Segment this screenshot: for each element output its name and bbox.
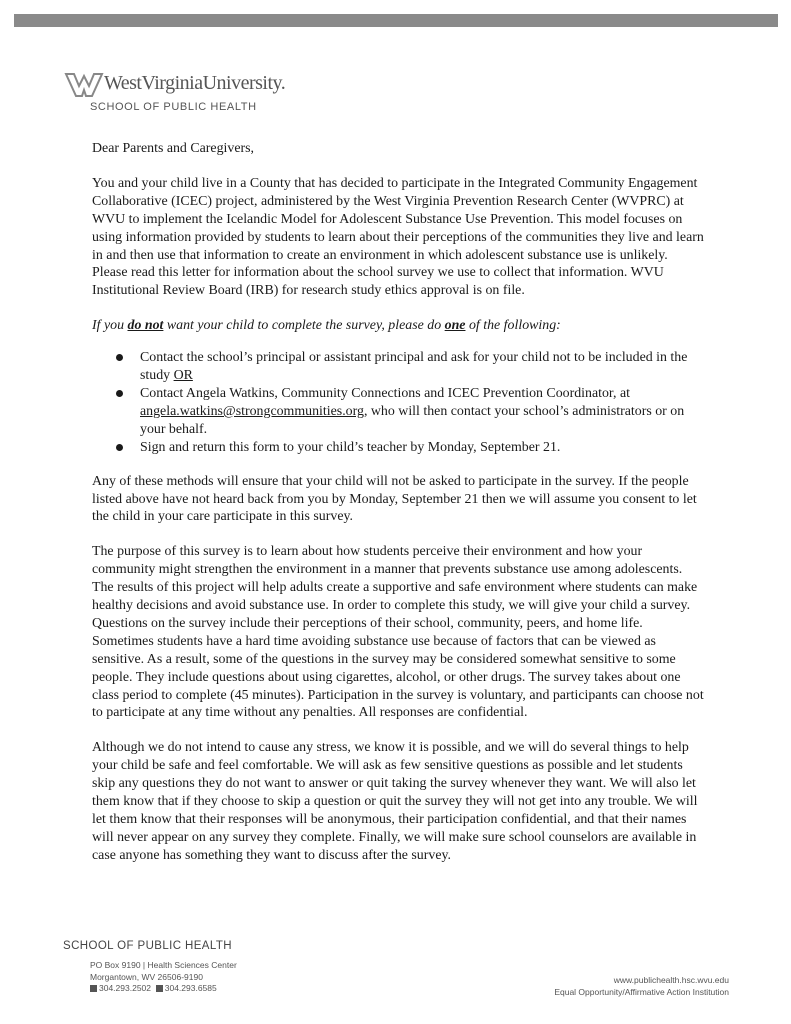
fax-icon — [156, 985, 163, 992]
footer-school: SCHOOL OF PUBLIC HEALTH — [63, 940, 232, 952]
equal-opportunity-statement: Equal Opportunity/Affirmative Action Institution — [554, 986, 729, 997]
salutation: Dear Parents and Caregivers, — [92, 141, 254, 156]
contact-email-link[interactable]: angela.watkins@strongcommunities.org, — [140, 403, 368, 419]
methods-paragraph: Any of these methods will ensure that your child will not be asked to participate in the survey. If the people listed above have not heard back from you by Monday, September 21 then we will assume you consent to let the child in your care participate in this survey. — [92, 473, 697, 525]
list-item: Contact Angela Watkins, Community Connections and ICEC Prevention Coordinator, at angela.watkins@strongcommunities.org, who will then contact your school’s administrators or on your behalf. — [92, 385, 704, 439]
emphasis-do-not: do not — [127, 318, 164, 334]
bullet-icon — [116, 354, 123, 361]
top-scan-bar — [14, 14, 778, 27]
letter-body — [92, 140, 704, 865]
website-link[interactable]: www.publichealth.hsc.wvu.edu — [613, 975, 729, 985]
bullet-icon — [116, 390, 123, 397]
intro-paragraph: You and your child live in a County that has decided to participate in the Integrated Community Engagement Collaborative (ICEC) project, administered by the West Virginia Prevention Research Center (WVPRC) at WVU to implement the Icelandic Model for Adolescent Substance Use Prevention. This model focuses on using information provided by students to learn about their perceptions of the communities they live and learn in and then use that information to create an environment in which adolescent substance use is unlikely. Please read this letter for information about the school survey we use to collect that information. WVU Institutional Review Board (IRB) for research study ethics approval is on file. — [92, 175, 704, 299]
list-item: Contact the school’s principal or assistant principal and ask for your child not to be included in the study OR — [92, 349, 704, 385]
bullet-icon — [116, 444, 123, 451]
emphasis-one: one — [444, 318, 466, 334]
wvu-flying-wv-logo-icon — [64, 70, 104, 100]
phone-icon — [90, 985, 97, 992]
or-emphasis: OR — [173, 368, 193, 384]
opt-out-options-list — [92, 349, 704, 456]
letterhead-school: SCHOOL OF PUBLIC HEALTH — [90, 101, 257, 113]
list-item: Sign and return this form to your child’s teacher by Monday, September 21. — [92, 439, 704, 457]
purpose-paragraph: The purpose of this survey is to learn about how students perceive their environment and how your community might strengthen the environment in a manner that prevents substance use among adolescents. The results of this project will help adults create a supportive and safe environment where students can make healthy decisions and avoid substance use. In order to complete this study, we will give your child a survey. Questions on the survey include their perceptions of their school, community, peers, and home life. Sometimes students have a hard time avoiding substance use because of factors that can be viewed as sensitive. As a result, some of the questions in the survey may be considered somewhat sensitive to some people. They include questions about using cigarettes, alcohol, or other drugs. The survey takes about one class period to complete (45 minutes). Participation in the survey is voluntary, and participants can choose not to participate at any time without any penalties. All responses are confidential. — [92, 544, 704, 721]
footer-contact — [554, 975, 729, 998]
opt-out-instruction: If you do not want your child to complete the survey, please do one of the following: — [92, 318, 561, 334]
comfort-paragraph: Although we do not intend to cause any stress, we know it is possible, and we will do several things to help your child be safe and feel comfortable. We will ask as few sensitive questions as possible and let students skip any questions they do not want to answer or quit taking the survey whenever they want. We will also let them know that if they choose to skip a question or quit the survey they will not get into any trouble. We will let them know that their responses will be anonymous, their participation confidential, and that their names will never appear on any survey they complete. Finally, we will make sure school counselors are available in case anyone has something they want to discuss after the survey. — [92, 740, 698, 863]
university-name: WestVirginiaUniversity. — [104, 72, 286, 94]
footer-address: PO Box 9190 | Health Sciences Center Morgantown, WV 26506-9190 304.293.2502 304.293.6585 — [90, 960, 237, 993]
